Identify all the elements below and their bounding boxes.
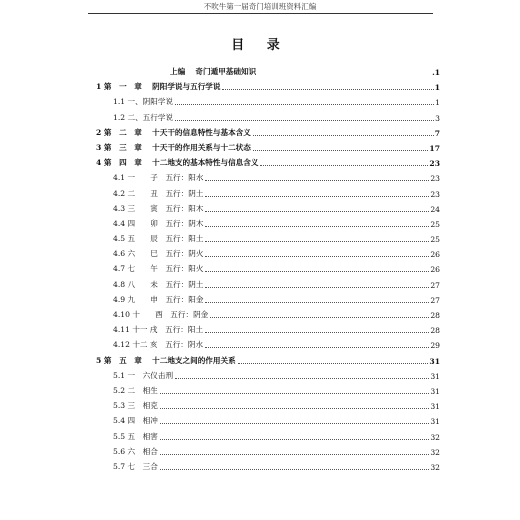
toc-section-entry[interactable]	[96, 274, 440, 289]
toc-entry-page: 32	[430, 432, 440, 442]
toc-entry-page: 31	[430, 386, 440, 396]
toc-entry-page: 32	[430, 462, 440, 472]
toc-entry-page: 27	[430, 295, 440, 305]
toc-entry-label: 3 第 三 章 十天干的作用关系与十二状态	[96, 142, 251, 152]
dot-leader	[205, 241, 429, 242]
toc-entry-label: 上编 奇门遁甲基础知识	[170, 67, 257, 76]
toc-entry-page: 1	[435, 98, 440, 108]
toc-section-entry[interactable]	[96, 107, 440, 122]
toc-chapter-entry[interactable]	[96, 350, 440, 365]
toc-entry-page: 25	[430, 235, 440, 245]
dot-leader	[160, 454, 429, 455]
dot-leader	[205, 196, 429, 197]
toc-chapter-entry[interactable]	[96, 138, 440, 153]
dot-leader	[210, 317, 429, 318]
toc-entry-label: 4.7 七 午 五行：阳火	[113, 264, 204, 274]
dot-leader	[260, 165, 428, 166]
dot-leader	[205, 302, 429, 303]
dot-leader	[205, 332, 429, 333]
dot-leader	[160, 469, 429, 470]
toc-section-entry[interactable]	[96, 244, 440, 259]
toc-entries	[96, 77, 440, 472]
toc-section-entry[interactable]	[96, 305, 440, 320]
running-header: 不吹牛第一届奇门培训班资料汇编	[203, 2, 317, 11]
toc-entry-page: 31	[430, 371, 440, 381]
toc-entry-label: 4.2 二 丑 五行：阴土	[113, 188, 204, 198]
dot-leader	[205, 211, 429, 212]
toc-entry-page: 27	[430, 280, 440, 290]
toc-entry-label: 1.2 二、五行学说	[113, 112, 174, 122]
toc-entry-page: 26	[430, 265, 440, 275]
toc-entry-page: 29	[430, 341, 440, 351]
toc-entry-page: 25	[430, 219, 440, 229]
dot-leader	[160, 393, 429, 394]
toc-section-entry[interactable]	[96, 214, 440, 229]
toc-section-entry[interactable]	[96, 183, 440, 198]
toc-entry-page: 24	[430, 204, 440, 214]
toc-entry-label: 4.6 六 巳 五行：阴火	[113, 249, 204, 259]
dot-leader	[205, 287, 429, 288]
toc-entry-label: 4.10 十 酉 五行：阴金	[113, 310, 209, 319]
toc-entry-label: 4.8 八 未 五行：阴土	[113, 279, 204, 289]
dot-leader	[160, 423, 429, 424]
toc-entry-page: 23	[430, 189, 440, 199]
toc-entry-label: 2 第 二 章 十天干的信息特性与基本含义	[96, 127, 251, 137]
toc-entry-label: 5.5 五 相害	[113, 431, 158, 441]
toc-section-entry[interactable]	[96, 426, 440, 441]
toc-entry-page: 23	[430, 174, 440, 184]
toc-entry-label: 5.1 一 六仪击刑	[113, 370, 174, 380]
toc-entry-label: 1.1 一、阴阳学说	[113, 97, 174, 107]
toc-section-entry[interactable]	[96, 335, 440, 350]
toc-entry-page: 1	[434, 83, 440, 93]
toc-section-entry[interactable]	[96, 199, 440, 214]
toc-entry-label: 5.2 二 相生	[113, 385, 158, 395]
toc-entry-page: 26	[430, 250, 440, 260]
toc-entry-page: 31	[430, 417, 440, 427]
toc-section-entry[interactable]	[96, 229, 440, 244]
dot-leader	[222, 89, 433, 90]
toc-section-entry[interactable]	[96, 396, 440, 411]
toc-section-entry[interactable]	[96, 259, 440, 274]
toc-entry-label: 4 第 四 章 十二地支的基本特性与信息含义	[96, 158, 259, 168]
toc-entry-label: 4.12 十二 亥 五行：阴水	[113, 340, 204, 350]
toc-entry-label: 5.6 六 相合	[113, 446, 158, 456]
toc-section-entry[interactable]	[96, 168, 440, 183]
toc-entry-label: 5.4 四 相冲	[113, 416, 158, 426]
toc-entry-page: 23	[429, 159, 440, 169]
dot-leader	[205, 347, 429, 348]
toc-entry-label: 1 第 一 章 阴阳学说与五行学说	[96, 82, 221, 92]
header-rule	[88, 13, 433, 14]
toc-entry-label: 4.1 一 子 五行：阳水	[113, 173, 204, 183]
toc-entry-label: 4.5 五 辰 五行：阳土	[113, 234, 204, 244]
toc-entry-label: 4.11 十一 戌 五行：阳土	[113, 325, 204, 335]
table-of-contents	[96, 63, 440, 472]
toc-section-entry[interactable]	[96, 290, 440, 305]
dot-leader	[253, 135, 434, 136]
toc-section-entry[interactable]	[96, 366, 440, 381]
dot-leader	[175, 378, 429, 379]
toc-entry-page: 3	[435, 113, 440, 123]
toc-entry-page: .1	[432, 68, 440, 77]
page-title: 目 录	[231, 38, 289, 53]
toc-entry-label: 5.3 三 相克	[113, 401, 158, 411]
dot-leader	[175, 120, 434, 121]
toc-entry-label: 5 第 五 章 十二地支之间的作用关系	[96, 355, 236, 365]
toc-entry-label: 4.3 三 寅 五行：阳木	[113, 203, 204, 213]
dot-leader	[175, 104, 434, 105]
dot-leader	[205, 180, 429, 181]
dot-leader	[160, 408, 429, 409]
toc-entry-page: 32	[430, 447, 440, 457]
toc-entry-page: 17	[429, 143, 440, 153]
toc-entry-label: 5.7 七 三合	[113, 461, 158, 471]
toc-entry-page: 31	[430, 402, 440, 412]
toc-entry-page: 28	[430, 311, 440, 320]
toc-chapter-entry[interactable]	[96, 153, 440, 168]
toc-section-entry[interactable]	[96, 381, 440, 396]
toc-entry-label: 4.4 四 卯 五行：阴木	[113, 218, 204, 228]
toc-entry-page: 7	[434, 128, 440, 138]
toc-section-entry[interactable]	[96, 457, 440, 472]
toc-section-entry[interactable]	[96, 442, 440, 457]
toc-chapter-entry[interactable]	[96, 77, 440, 92]
toc-section-entry[interactable]	[96, 411, 440, 426]
toc-part-entry[interactable]	[96, 63, 440, 77]
dot-leader	[160, 439, 429, 440]
toc-entry-page: 28	[430, 326, 440, 336]
toc-section-entry[interactable]	[96, 92, 440, 107]
dot-leader	[253, 150, 429, 151]
toc-chapter-entry[interactable]	[96, 123, 440, 138]
dot-leader	[205, 271, 429, 272]
dot-leader	[205, 226, 429, 227]
dot-leader	[205, 256, 429, 257]
toc-entry-label: 4.9 九 申 五行：阳金	[113, 294, 204, 304]
toc-section-entry[interactable]	[96, 320, 440, 335]
dot-leader	[238, 363, 429, 364]
toc-entry-page: 31	[429, 356, 440, 366]
